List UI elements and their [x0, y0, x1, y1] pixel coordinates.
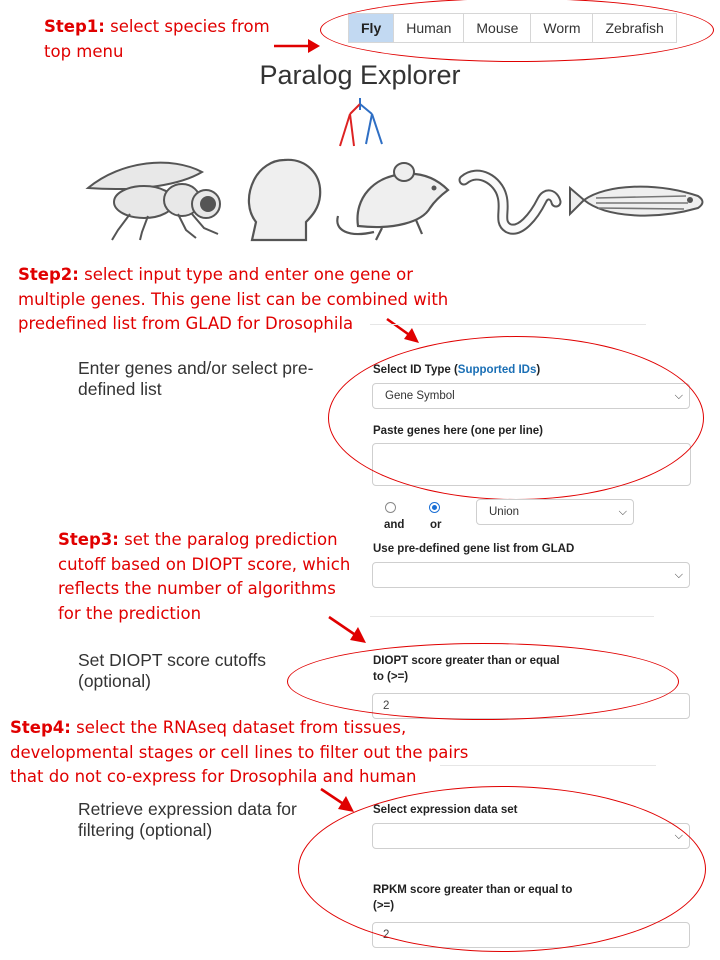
divider: [440, 765, 656, 766]
step3-arrow: [326, 614, 370, 646]
paralog-tree-icon: [332, 96, 388, 152]
id-type-label: Select ID Type (Supported IDs): [373, 364, 541, 376]
tab-fly[interactable]: Fly: [348, 13, 394, 43]
expression-dataset-label: Select expression data set: [373, 804, 518, 816]
diopt-score-label: DIOPT score greater than or equal to (>=): [373, 655, 560, 683]
divider: [370, 324, 646, 325]
glad-list-label: Use pre-defined gene list from GLAD: [373, 543, 575, 555]
tab-human[interactable]: Human: [394, 13, 464, 43]
chevron-down-icon: ⌵: [618, 506, 627, 518]
zebrafish-icon: [566, 178, 712, 224]
step1-arrow: [272, 36, 322, 56]
tab-mouse[interactable]: Mouse: [464, 13, 531, 43]
diopt-score-input[interactable]: 2: [372, 693, 690, 719]
rpkm-score-label: RPKM score greater than or equal to (>=): [373, 884, 573, 912]
species-tabs: [348, 13, 677, 43]
step4-arrow: [318, 786, 358, 816]
step2-arrow: [384, 316, 424, 346]
tab-zebrafish[interactable]: Zebrafish: [593, 13, 676, 43]
genes-section-label: Enter genes and/or select pre- defined list: [78, 358, 314, 399]
human-head-icon: [246, 156, 326, 242]
supported-ids-link[interactable]: Supported IDs: [457, 364, 537, 376]
divider: [370, 616, 654, 617]
step4-annotation: Step4: select the RNAseq dataset from tissues, developmental stages or cell lines to filter out the pairs that do not co-express for Drosophila and human: [10, 718, 469, 786]
step1-annotation: Step1: select species from top menu: [44, 17, 270, 61]
paste-genes-textarea[interactable]: [372, 443, 691, 486]
glad-list-select[interactable]: [372, 562, 690, 588]
id-type-select[interactable]: Gene Symbol ⌵: [372, 383, 690, 409]
paste-genes-label: Paste genes here (one per line): [373, 425, 544, 437]
expression-dataset-select[interactable]: [372, 823, 690, 849]
radio-or[interactable]: [429, 502, 440, 513]
diopt-section-label: Set DIOPT score cutoffs (optional): [78, 650, 267, 691]
chevron-down-icon: ⌵: [674, 390, 683, 402]
combine-select[interactable]: Union ⌵: [476, 499, 634, 525]
radio-and-label: and: [384, 519, 405, 531]
mouse-icon: [334, 156, 456, 242]
expression-section-label: Retrieve expression data for filtering (optional): [78, 799, 297, 840]
tab-worm[interactable]: Worm: [531, 13, 593, 43]
chevron-down-icon: ⌵: [674, 569, 683, 581]
radio-and[interactable]: [385, 502, 396, 513]
fly-icon: [82, 150, 232, 242]
worm-icon: [458, 166, 564, 236]
page-title: Paralog Explorer: [259, 60, 461, 90]
rpkm-score-input[interactable]: 2: [372, 922, 690, 948]
step3-annotation: Step3: set the paralog prediction cutoff based on DIOPT score, which reflects the number of algorithms for the prediction: [58, 530, 351, 623]
step2-annotation: Step2: select input type and enter one gene or multiple genes. This gene list can be combined with predefined list from GLAD for Drosophila: [18, 265, 449, 333]
chevron-down-icon: ⌵: [674, 830, 683, 842]
radio-or-label: or: [430, 519, 442, 531]
